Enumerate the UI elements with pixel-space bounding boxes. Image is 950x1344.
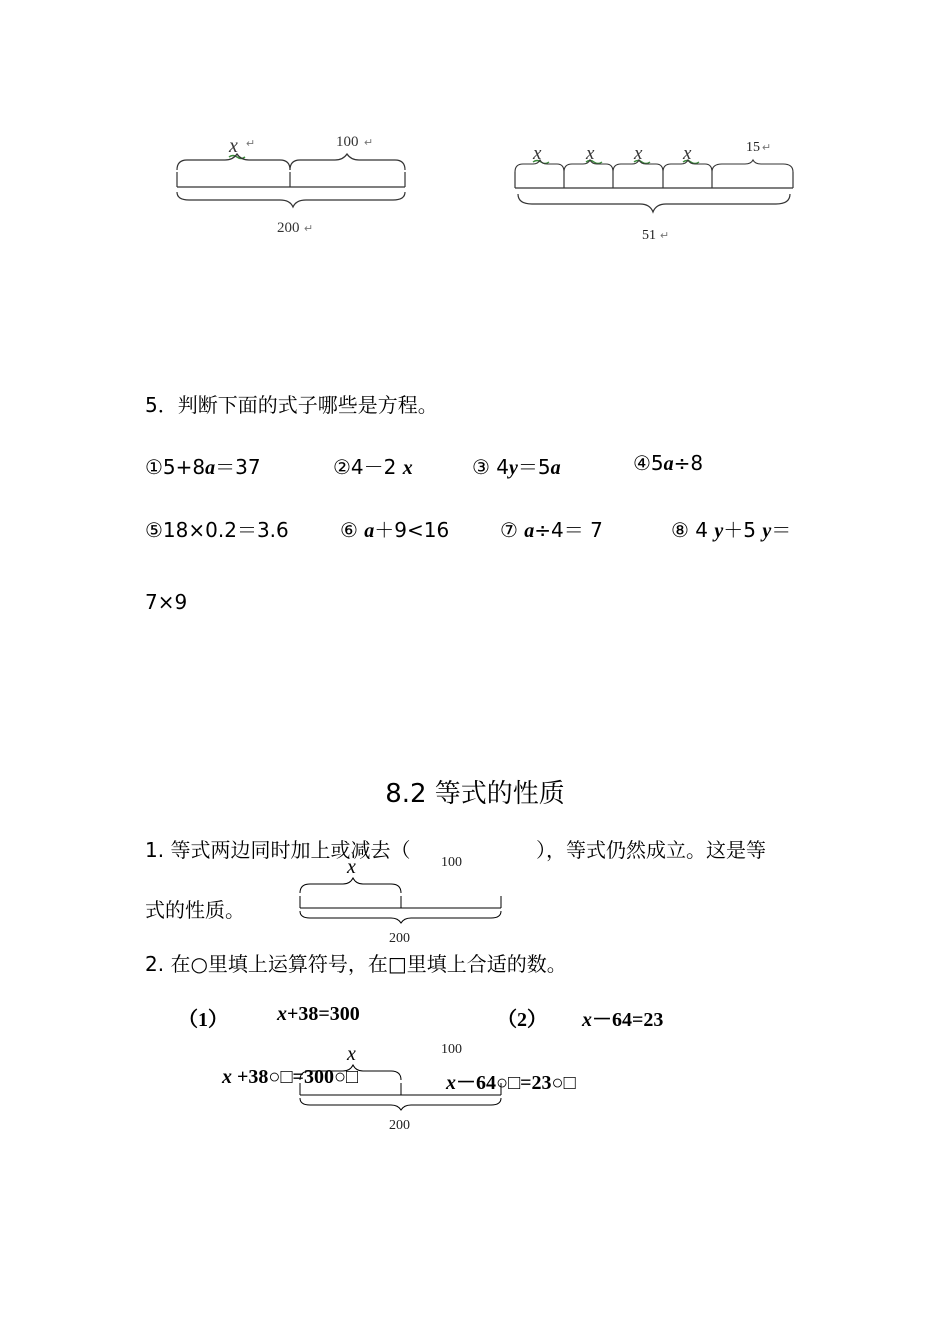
q5-item-5: ⑤18×0.2＝3.6	[145, 518, 289, 542]
q5-item-4-var: a	[663, 453, 674, 475]
q2-part2-label: （2）	[497, 1009, 547, 1031]
q5-item-7-var: a	[524, 520, 535, 542]
overlay2-top-brace	[300, 1065, 401, 1080]
diagram-a-return-mark-3: ↵	[304, 223, 314, 235]
q2-part1-label: （1）	[178, 1009, 228, 1031]
diagram-b-x-label-2: x	[586, 143, 595, 164]
diagram-b-top-right-label: 15	[746, 140, 760, 155]
diagram-b-bottom-label: 51	[642, 228, 656, 243]
diagram-a-x-label: x	[229, 135, 238, 157]
diagram-a-top-right-label: 100	[336, 134, 359, 150]
q5-item-3-post: ＝5	[517, 455, 551, 479]
overlay1-bottom-label: 200	[389, 931, 410, 946]
diagram-b-return-mark: ↵	[762, 142, 772, 154]
overlay2-bottom-brace	[300, 1098, 501, 1110]
q5-item-3-var2: a	[550, 457, 561, 479]
q2-part1-work-rest: +38○□=300○□	[232, 1066, 359, 1088]
overlay2-x-label: x	[347, 1043, 356, 1065]
q5-item-4-pre: ④5	[633, 451, 664, 475]
overlay1-top-right-label: 100	[441, 855, 462, 870]
diagram-b-x-label-4: x	[683, 143, 692, 164]
q5-item-2-var: x	[402, 457, 413, 479]
q2-part2-work-rest: －64○□=23○□	[456, 1072, 576, 1094]
q5-item-7-post: ÷4＝ 7	[534, 518, 603, 542]
q1-line1-post: ），等式仍然成立。这是等	[536, 838, 766, 862]
q1-line1-pre: 1. 等式两边同时加上或减去（	[145, 838, 411, 862]
q5-item-6-var: a	[364, 520, 375, 542]
q5-item-1-post: ＝37	[215, 455, 261, 479]
q2-prompt: 2. 在○里填上运算符号，在□里填上合适的数。	[145, 952, 567, 976]
q2-part1-rest: +38=300	[287, 1003, 360, 1025]
diagram-a-return-mark: ↵	[246, 138, 256, 150]
q5-item-6-post: ＋9<16	[374, 518, 450, 542]
q5-item-3-var: y	[509, 457, 518, 479]
diagram-a-return-mark-2: ↵	[364, 137, 374, 149]
q5-item-6-pre: ⑥	[340, 518, 365, 542]
overlay2-top-right-label: 100	[441, 1042, 462, 1057]
q5-item-8-continued: 7×9	[145, 590, 188, 614]
q5-item-4-post: ÷8	[673, 451, 704, 475]
diagram-b-return-mark-2: ↵	[660, 230, 670, 242]
q5-item-8-pre: ⑧ 4	[671, 518, 715, 542]
section-title: 8.2 等式的性质	[385, 779, 565, 809]
q5-item-7-pre: ⑦	[500, 518, 525, 542]
q5-prompt: 5．判断下面的式子哪些是方程。	[145, 393, 438, 417]
q2-part2-work-var: x	[446, 1072, 456, 1094]
q2-part2-rest: －64=23	[592, 1009, 664, 1031]
q2-part1-var: x	[277, 1003, 287, 1025]
q5-item-8-var: y	[714, 520, 724, 542]
diagram-b-x-label-3: x	[634, 143, 643, 164]
q5-item-3-pre: ③ 4	[472, 455, 510, 479]
q1-line2: 式的性质。	[145, 898, 245, 922]
q5-item-1-var: a	[205, 457, 216, 479]
q5-item-2-pre: ②4－2	[333, 455, 403, 479]
q2-part2-var: x	[582, 1009, 592, 1031]
diagram-a-bottom-label: 200	[277, 220, 300, 236]
q5-item-8-post2: ＝	[771, 518, 792, 542]
overlay2-bottom-label: 200	[389, 1118, 410, 1133]
diagram-b-x-label-1: x	[533, 143, 542, 164]
q5-item-8-var2: y	[762, 520, 772, 542]
overlay1-x-label: x	[347, 856, 356, 878]
q5-item-8-post: ＋5	[723, 518, 763, 542]
q2-part1-work-var: x	[222, 1066, 232, 1088]
q5-item-1-pre: ①5+8	[145, 455, 206, 479]
